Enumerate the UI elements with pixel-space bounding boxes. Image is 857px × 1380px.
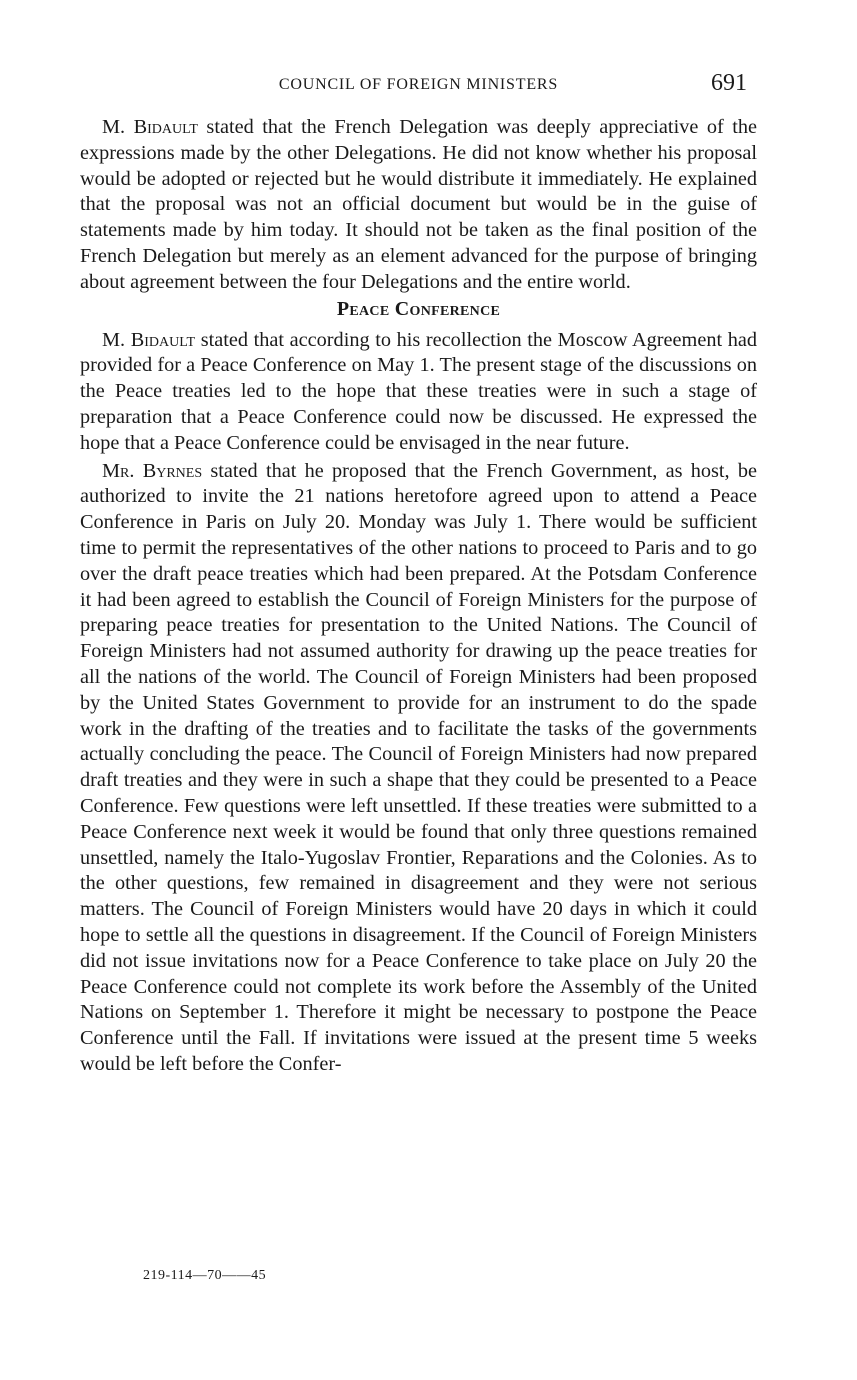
speaker-name: Mr. Byrnes <box>102 459 203 482</box>
paragraph-bidault-peace-conference <box>80 328 757 457</box>
body-text <box>80 115 757 1078</box>
speaker-name: M. Bidault <box>102 116 198 138</box>
paragraph-bidault-statement <box>80 115 757 296</box>
running-title: COUNCIL OF FOREIGN MINISTERS <box>278 76 559 93</box>
paragraph-text: stated that according to his recollection the Moscow Agreement had provided for a Peace Conference on May 1. The present stage of the discussions on the Peace treaties led to the hope that these treaties were in such a stage of preparation that a Peace Conference could now be discussed. He expressed the hope that a Peace Conference could be envisaged in the near future. <box>80 328 758 454</box>
page-number: 691 <box>711 70 747 96</box>
section-heading: Peace Conference <box>336 297 501 320</box>
paragraph-byrnes-proposal <box>80 459 757 1078</box>
running-head <box>80 72 757 102</box>
speaker-name: M. Bidault <box>102 328 196 351</box>
paragraph-text: stated that the French Delegation was deeply appreciative of the expressions made by the other Delegations. He did not know whether his proposal would be adopted or rejected but he would distribute it immediately. He explained that the proposal was not an official document but would be in the guise of statements made by him today. It should not be taken as the final position of the French Delegation but merely as an element advanced for the purpose of bringing about agreement between the four Delegations and the entire world. <box>80 116 757 293</box>
paragraph-text: stated that he proposed that the French Government, as host, be authorized to invite the 21 nations heretofore agreed upon to attend a Peace Conference in Paris on July 20. Monday was July 1. There would be sufficient time to permit the representatives of the other nations to proceed to Paris and to go over the draft peace treaties which had been prepared. At the Potsdam Conference it had been agreed to establish the Council of Foreign Ministers for the purpose of preparing peace treaties for presentation to the United Nations. The Council of Foreign Ministers had not assumed authority for drawing up the peace treaties for all the nations of the world. The Council of Foreign Ministers had been proposed by the United States Government to provide for an instrument to do the spade work in the drafting of the treaties and to facilitate the tasks of the governments actually concluding the peace. The Council of Foreign Ministers had now prepared draft treaties and they were in such a shape that they could be presented to a Peace Conference. Few questions were left unsettled. If these treaties were submitted to a Peace Conference next week it would be found that only three questions remained unsettled, namely the Italo-Yugoslav Frontier, Reparations and the Colonies. As to the other questions, few remained in disagreement and they were not serious matters. The Council of Foreign Ministers would have 20 days in which it could hope to settle all the questions in disagreement. If the Council of Foreign Ministers did not issue invitations now for a Peace Conference to take place on July 20 the Peace Conference could not complete its work before the Assembly of the United Nations on September 1. Therefore it might be necessary to postpone the Peace Conference until the Fall. If invitations were issued at the present time 5 weeks would be left before the Confer- <box>80 459 758 1075</box>
print-code: 219-114—70——45 <box>143 1268 267 1283</box>
